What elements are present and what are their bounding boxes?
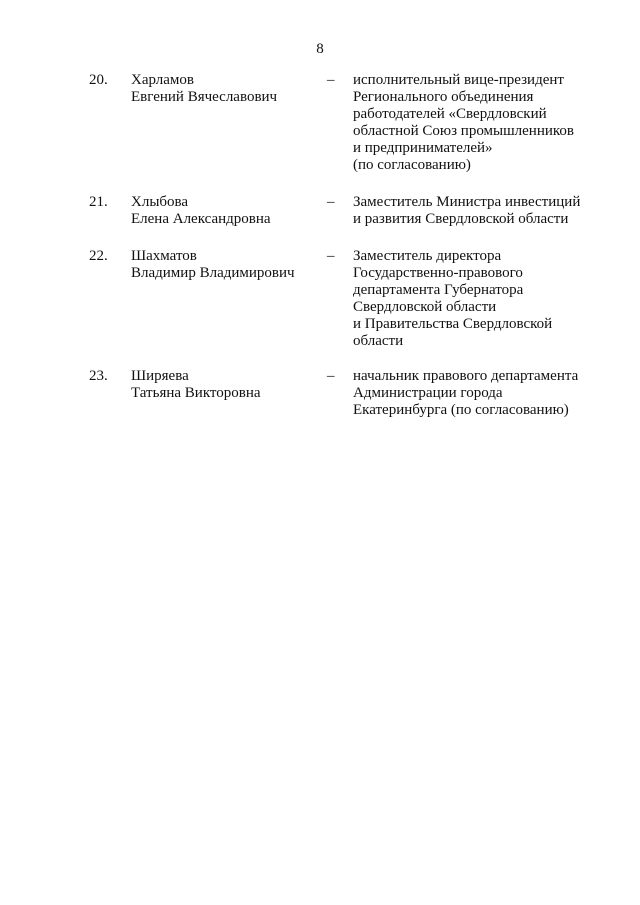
member-surname: Ширяева xyxy=(131,368,189,384)
member-entry xyxy=(0,248,640,368)
separator-dash: – xyxy=(327,368,335,384)
role-line: Заместитель Министра инвестиций xyxy=(353,194,581,210)
page-number: 8 xyxy=(316,41,324,57)
member-given-names: Владимир Владимирович xyxy=(131,265,295,281)
role-line: Свердловской области xyxy=(353,299,497,315)
role-line: Регионального объединения xyxy=(353,89,534,105)
role-line: Администрации города xyxy=(353,385,503,401)
member-role xyxy=(353,194,593,228)
role-line: области xyxy=(353,333,404,349)
entry-number: 22. xyxy=(89,248,108,264)
entry-number: 21. xyxy=(89,194,108,210)
role-line: (по согласованию) xyxy=(353,157,471,173)
member-surname: Харламов xyxy=(131,72,195,88)
member-entry xyxy=(0,194,640,248)
member-name xyxy=(131,248,321,282)
member-entry xyxy=(0,72,640,194)
member-role xyxy=(353,248,593,350)
role-line: Государственно-правового xyxy=(353,265,523,281)
role-line: областной Союз промышленников xyxy=(353,123,575,139)
member-given-names: Елена Александровна xyxy=(131,211,271,227)
member-surname: Хлыбова xyxy=(131,194,189,210)
role-line: начальник правового департамента xyxy=(353,368,579,384)
role-line: работодателей «Свердловский xyxy=(353,106,547,122)
separator-dash: – xyxy=(327,194,335,210)
role-line: и Правительства Свердловской xyxy=(353,316,553,332)
member-role xyxy=(353,368,593,419)
member-given-names: Татьяна Викторовна xyxy=(131,385,261,401)
member-list xyxy=(0,72,640,428)
member-surname: Шахматов xyxy=(131,248,197,264)
entry-number: 23. xyxy=(89,368,108,384)
role-line: Екатеринбурга (по согласованию) xyxy=(353,402,569,418)
member-name xyxy=(131,194,321,228)
member-name xyxy=(131,72,321,106)
separator-dash: – xyxy=(327,248,335,264)
role-line: исполнительный вице-президент xyxy=(353,72,564,88)
entry-number: 20. xyxy=(89,72,108,88)
role-line: и развития Свердловской области xyxy=(353,211,569,227)
member-role xyxy=(353,72,593,174)
member-given-names: Евгений Вячеславович xyxy=(131,89,278,105)
member-entry xyxy=(0,368,640,428)
role-line: и предпринимателей» xyxy=(353,140,493,156)
role-line: департамента Губернатора xyxy=(353,282,524,298)
member-name xyxy=(131,368,321,402)
role-line: Заместитель директора xyxy=(353,248,502,264)
separator-dash: – xyxy=(327,72,335,88)
